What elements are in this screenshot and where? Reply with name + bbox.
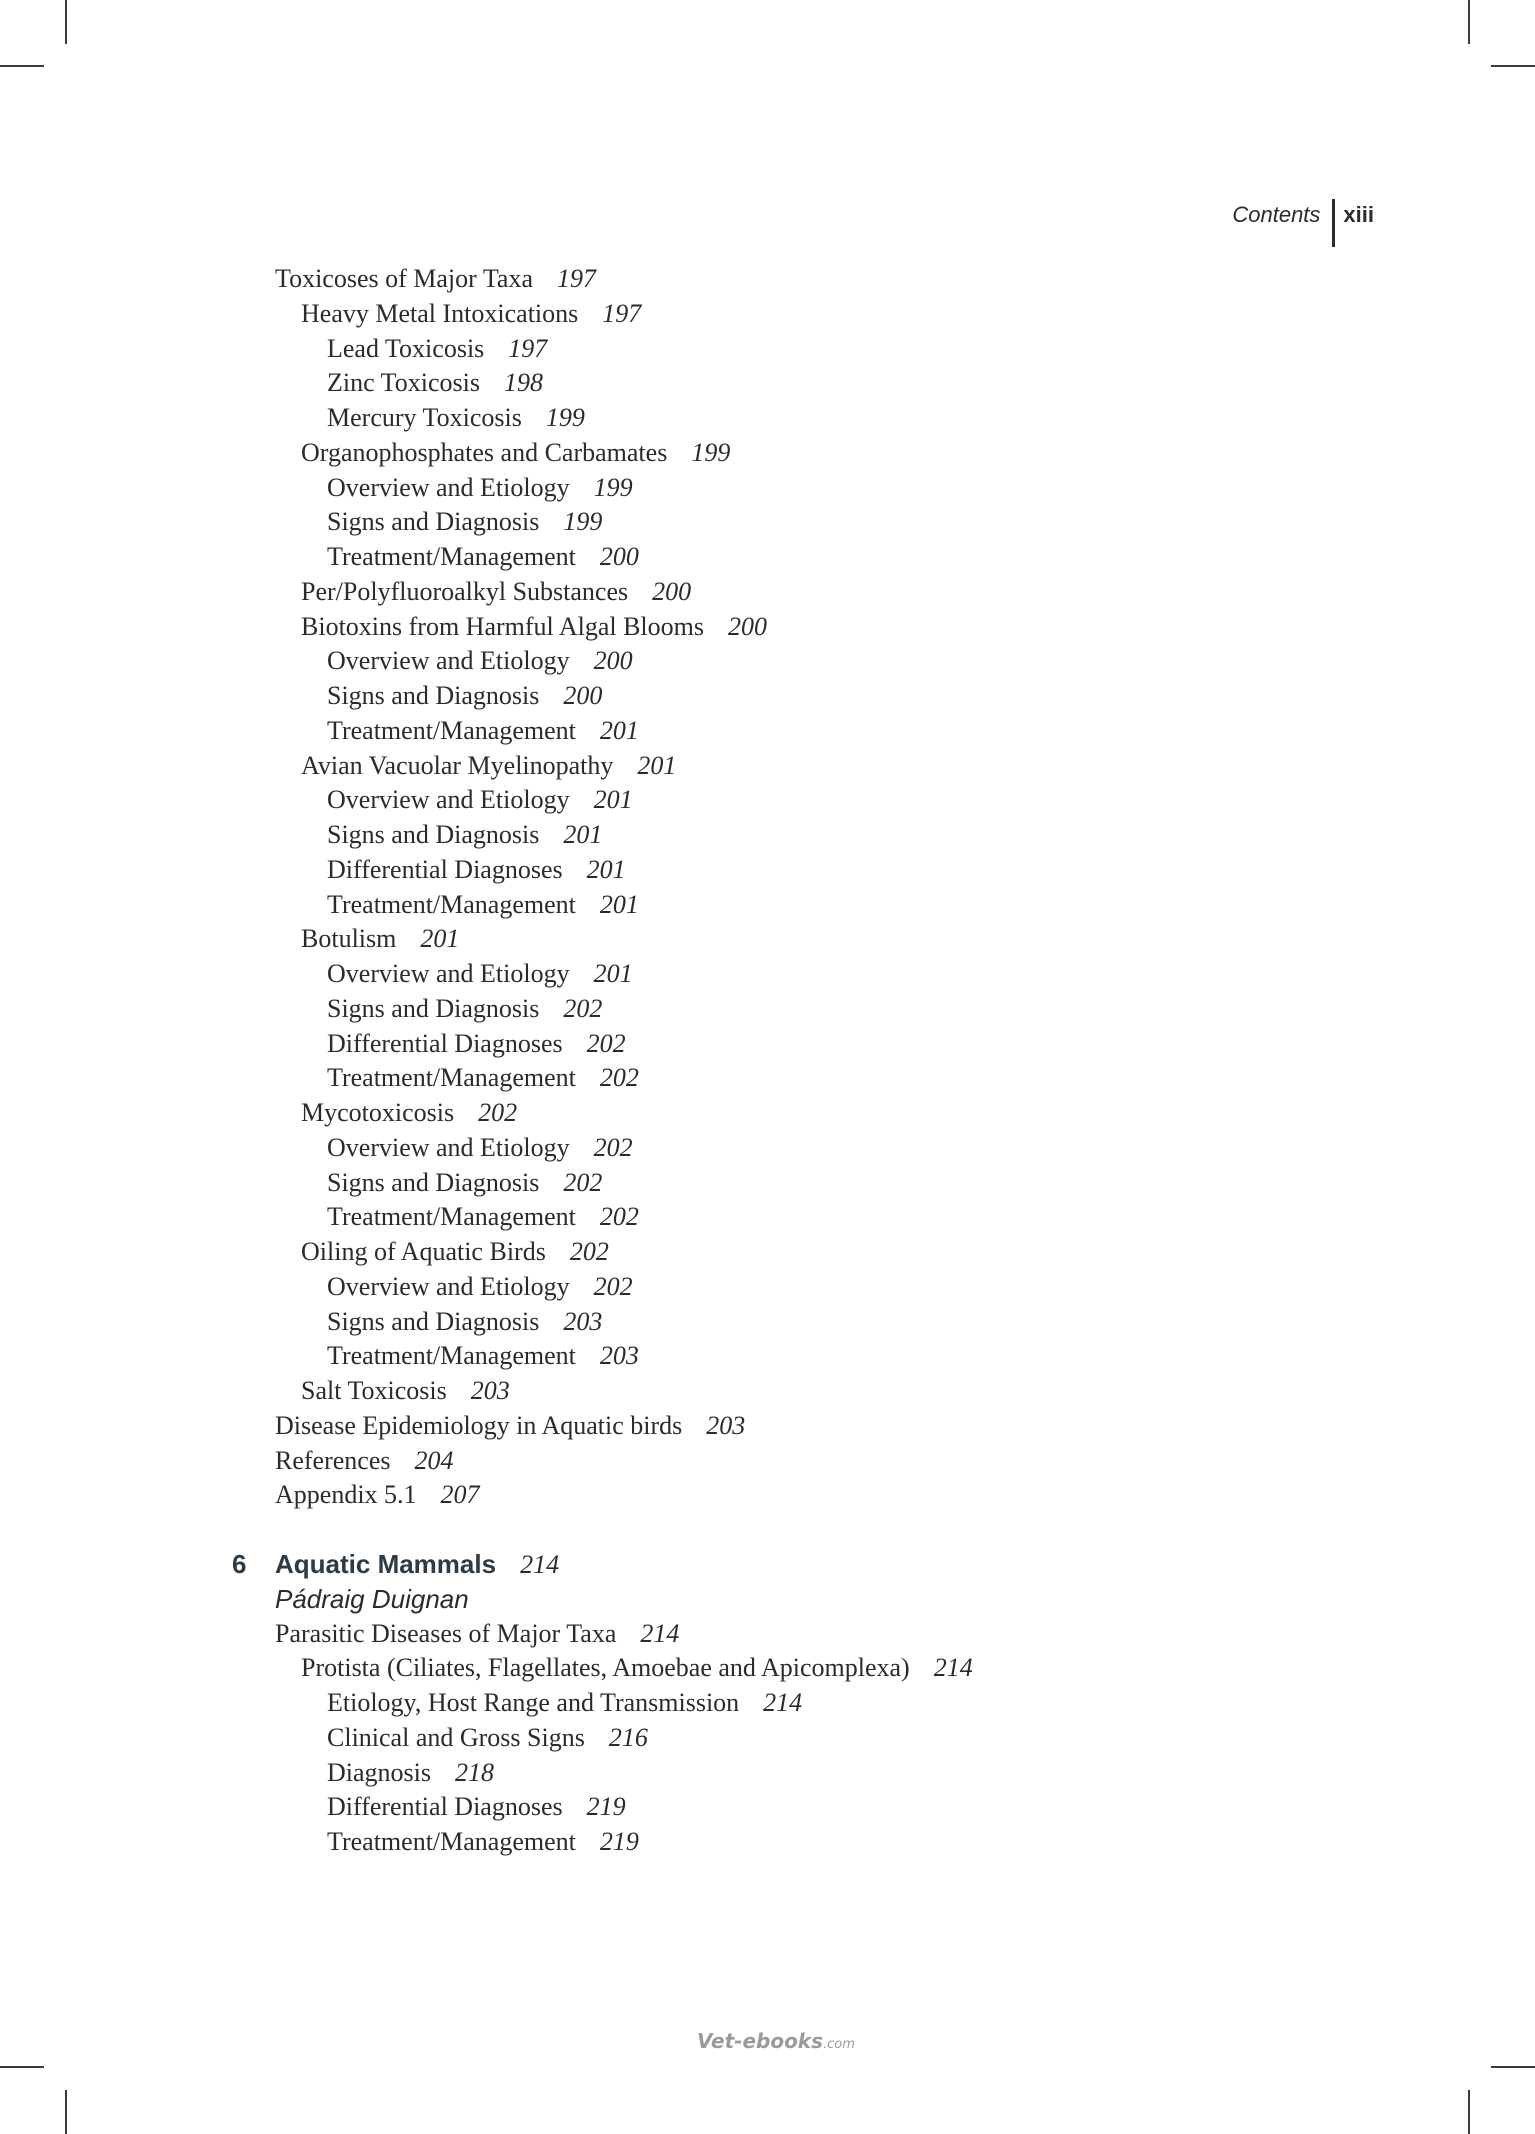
crop-mark-top-left-horizontal [0, 65, 44, 67]
chapter-toc-list [232, 1617, 1332, 1860]
chapter-author: Pádraig Duignan [275, 1583, 469, 1614]
watermark-suffix: .com [823, 2037, 855, 2052]
toc-entry-title: Signs and Diagnosis [327, 820, 540, 849]
toc-entry-title: Signs and Diagnosis [327, 1167, 540, 1197]
toc-entry-title: Diagnosis [327, 1757, 431, 1787]
toc-entry-title: Overview and Etiology [327, 1271, 570, 1301]
toc-entry-page: 203 [563, 1306, 603, 1336]
toc-entry [275, 1235, 1275, 1270]
toc-entry-title: Treatment/Management [327, 889, 576, 919]
toc-entry [275, 436, 1275, 471]
toc-entry-page: 214 [933, 1653, 973, 1683]
toc-entry-title: Lead Toxicosis [327, 333, 485, 363]
toc-entry [275, 1478, 1275, 1513]
toc-entry [275, 783, 1275, 818]
toc-entry-title: Treatment/Management [327, 1063, 576, 1093]
crop-mark-top-right-vertical [1468, 0, 1470, 44]
toc-entry-page: 201 [593, 785, 633, 815]
toc-entry-title: Overview and Etiology [327, 646, 570, 676]
toc-entry-page: 216 [608, 1722, 648, 1752]
toc-entry [275, 1339, 1275, 1374]
toc-entry [275, 332, 1275, 367]
watermark-brand: Vet-ebooks [697, 2029, 824, 2053]
toc-entry [275, 401, 1275, 436]
toc-entry-title: Oiling of Aquatic Birds [301, 1237, 546, 1266]
toc-entry [275, 1305, 1275, 1340]
toc-entry [275, 1096, 1275, 1131]
crop-mark-bottom-left-horizontal [0, 2066, 44, 2068]
toc-entry-title: Signs and Diagnosis [327, 1306, 540, 1336]
toc-entry-page: 201 [637, 750, 677, 780]
toc-entry-page: 202 [569, 1237, 609, 1266]
toc-entry [275, 366, 1275, 401]
toc-entry-title: Overview and Etiology [327, 959, 570, 988]
toc-entry-page: 201 [563, 820, 603, 849]
toc-entry-page: 202 [599, 1202, 639, 1232]
toc-entry-title: Botulism [301, 924, 397, 954]
toc-entry-title: Etiology, Host Range and Transmission [327, 1688, 740, 1717]
toc-entry-page: 219 [586, 1792, 626, 1822]
toc-entry [275, 1651, 1332, 1686]
toc-entry [275, 1444, 1275, 1479]
toc-entry [275, 1617, 1332, 1652]
toc-entry-title: References [275, 1445, 391, 1475]
toc-entry-title: Treatment/Management [327, 542, 576, 571]
toc-entry-title: Biotoxins from Harmful Algal Blooms [301, 611, 704, 641]
toc-entry-page: 199 [563, 507, 603, 537]
toc-entry [275, 1200, 1275, 1235]
toc-entry-page: 201 [593, 959, 633, 988]
toc-entry-page: 202 [593, 1132, 633, 1162]
toc-entry-page: 199 [691, 437, 731, 467]
toc-entry [275, 992, 1275, 1027]
toc-entry [275, 749, 1275, 784]
toc-entry-title: Differential Diagnoses [327, 854, 563, 884]
toc-entry-page: 198 [503, 368, 543, 398]
toc-entry [275, 1686, 1332, 1721]
toc-entry-page: 197 [602, 298, 642, 328]
toc-entry-page: 202 [563, 993, 603, 1023]
toc-list [275, 262, 1275, 1513]
toc-entry-page: 214 [763, 1688, 803, 1717]
toc-entry [275, 1825, 1332, 1860]
toc-entry-page: 203 [470, 1376, 510, 1405]
toc-entry-title: Zinc Toxicosis [327, 368, 480, 398]
toc-entry-page: 219 [599, 1827, 639, 1856]
toc-entry-title: Treatment/Management [327, 715, 576, 745]
toc-entry-title: Signs and Diagnosis [327, 507, 540, 537]
crop-mark-bottom-right-vertical [1468, 2090, 1470, 2134]
chapter-number: 6 [232, 1549, 247, 1579]
toc-entry-page: 197 [556, 264, 596, 293]
toc-entry-page: 203 [706, 1410, 746, 1440]
toc-entry-page: 202 [586, 1028, 626, 1058]
toc-entry [275, 957, 1275, 992]
toc-entry-title: Signs and Diagnosis [327, 993, 540, 1023]
chapter-entry [232, 1547, 1332, 1860]
toc-entry-title: Treatment/Management [327, 1341, 576, 1371]
toc-entry-page: 203 [599, 1341, 639, 1371]
toc-entry [275, 1027, 1275, 1062]
toc-entry [275, 1270, 1275, 1305]
toc-entry-title: Organophosphates and Carbamates [301, 437, 668, 467]
toc-entry-page: 200 [599, 542, 639, 571]
toc-entry-page: 201 [599, 889, 639, 919]
toc-entry-title: Per/Polyfluoroalkyl Substances [301, 576, 629, 606]
toc-entry [275, 1166, 1275, 1201]
toc-entry [275, 1061, 1275, 1096]
toc-entry [275, 888, 1275, 923]
toc-entry [275, 575, 1275, 610]
toc-entry [275, 644, 1275, 679]
toc-entry-page: 207 [440, 1480, 480, 1510]
toc-entry [275, 818, 1275, 853]
page-number: xiii [1343, 202, 1374, 227]
toc-entry-title: Overview and Etiology [327, 1132, 570, 1162]
toc-entry-page: 197 [508, 333, 548, 363]
toc-entry-title: Heavy Metal Intoxications [301, 298, 579, 328]
toc-entry-page: 199 [593, 472, 633, 502]
toc-entry-page: 201 [586, 854, 626, 884]
toc-entry [275, 471, 1275, 506]
toc-entry-title: Differential Diagnoses [327, 1028, 563, 1058]
toc-entry-title: Overview and Etiology [327, 472, 570, 502]
toc-entry-title: Signs and Diagnosis [327, 681, 540, 710]
crop-mark-bottom-right-horizontal [1491, 2066, 1535, 2068]
toc-entry [275, 1131, 1275, 1166]
toc-entry-page: 202 [599, 1063, 639, 1093]
toc-entry-title: Treatment/Management [327, 1827, 576, 1856]
toc-entry-title: Overview and Etiology [327, 785, 570, 815]
toc-entry-page: 201 [420, 924, 460, 954]
toc-entry [275, 1790, 1332, 1825]
chapter-page: 214 [520, 1550, 560, 1579]
toc-entry [275, 853, 1275, 888]
toc-entry [275, 714, 1275, 749]
toc-entry [275, 1374, 1275, 1409]
crop-mark-top-left-vertical [65, 0, 67, 44]
toc-entry-page: 202 [478, 1098, 518, 1127]
toc-entry [275, 922, 1275, 957]
toc-entry-page: 204 [414, 1445, 454, 1475]
crop-mark-top-right-horizontal [1491, 65, 1535, 67]
toc-entry-title: Toxicoses of Major Taxa [275, 264, 533, 293]
toc-entry-page: 200 [593, 646, 633, 676]
toc-entry [275, 1756, 1332, 1791]
toc-entry-page: 218 [455, 1757, 494, 1787]
toc-entry [275, 505, 1275, 540]
toc-entry [275, 1721, 1332, 1756]
toc-entry-title: Mycotoxicosis [301, 1098, 455, 1127]
toc-entry-title: Clinical and Gross Signs [327, 1722, 585, 1752]
toc-entry-title: Treatment/Management [327, 1202, 576, 1232]
toc-entry [275, 540, 1275, 575]
toc-entry-title: Appendix 5.1 [275, 1480, 417, 1510]
crop-mark-bottom-left-vertical [65, 2090, 67, 2134]
chapter-heading [232, 1547, 1332, 1582]
toc-entry [275, 610, 1275, 645]
toc-entry-title: Avian Vacuolar Myelinopathy [301, 750, 614, 780]
toc-entry-page: 199 [545, 403, 585, 432]
toc-entry-title: Salt Toxicosis [301, 1376, 447, 1405]
toc-entry [275, 262, 1275, 297]
toc-entry-page: 202 [563, 1167, 603, 1197]
toc-entry [275, 679, 1275, 714]
toc-entry-page: 214 [640, 1618, 680, 1648]
toc-entry-title: Differential Diagnoses [327, 1792, 563, 1822]
toc-entry-title: Parasitic Diseases of Major Taxa [275, 1618, 617, 1648]
toc-entry-page: 201 [599, 715, 639, 745]
toc-entry-page: 200 [652, 576, 692, 606]
running-head-section: Contents [1232, 202, 1321, 227]
toc-entry-title: Disease Epidemiology in Aquatic birds [275, 1410, 683, 1440]
watermark-logo [697, 2029, 855, 2053]
toc-entry-page: 202 [593, 1271, 633, 1301]
toc-entry-page: 200 [563, 681, 603, 710]
running-head [1232, 199, 1374, 249]
toc-entry [275, 1409, 1275, 1444]
toc-entry-title: Mercury Toxicosis [327, 403, 522, 432]
toc-entry-page: 200 [728, 611, 767, 641]
chapter-title: Aquatic Mammals [275, 1549, 497, 1579]
toc-entry-title: Protista (Ciliates, Flagellates, Amoebae and Apicomplexa) [301, 1653, 910, 1683]
toc-entry [275, 297, 1275, 332]
